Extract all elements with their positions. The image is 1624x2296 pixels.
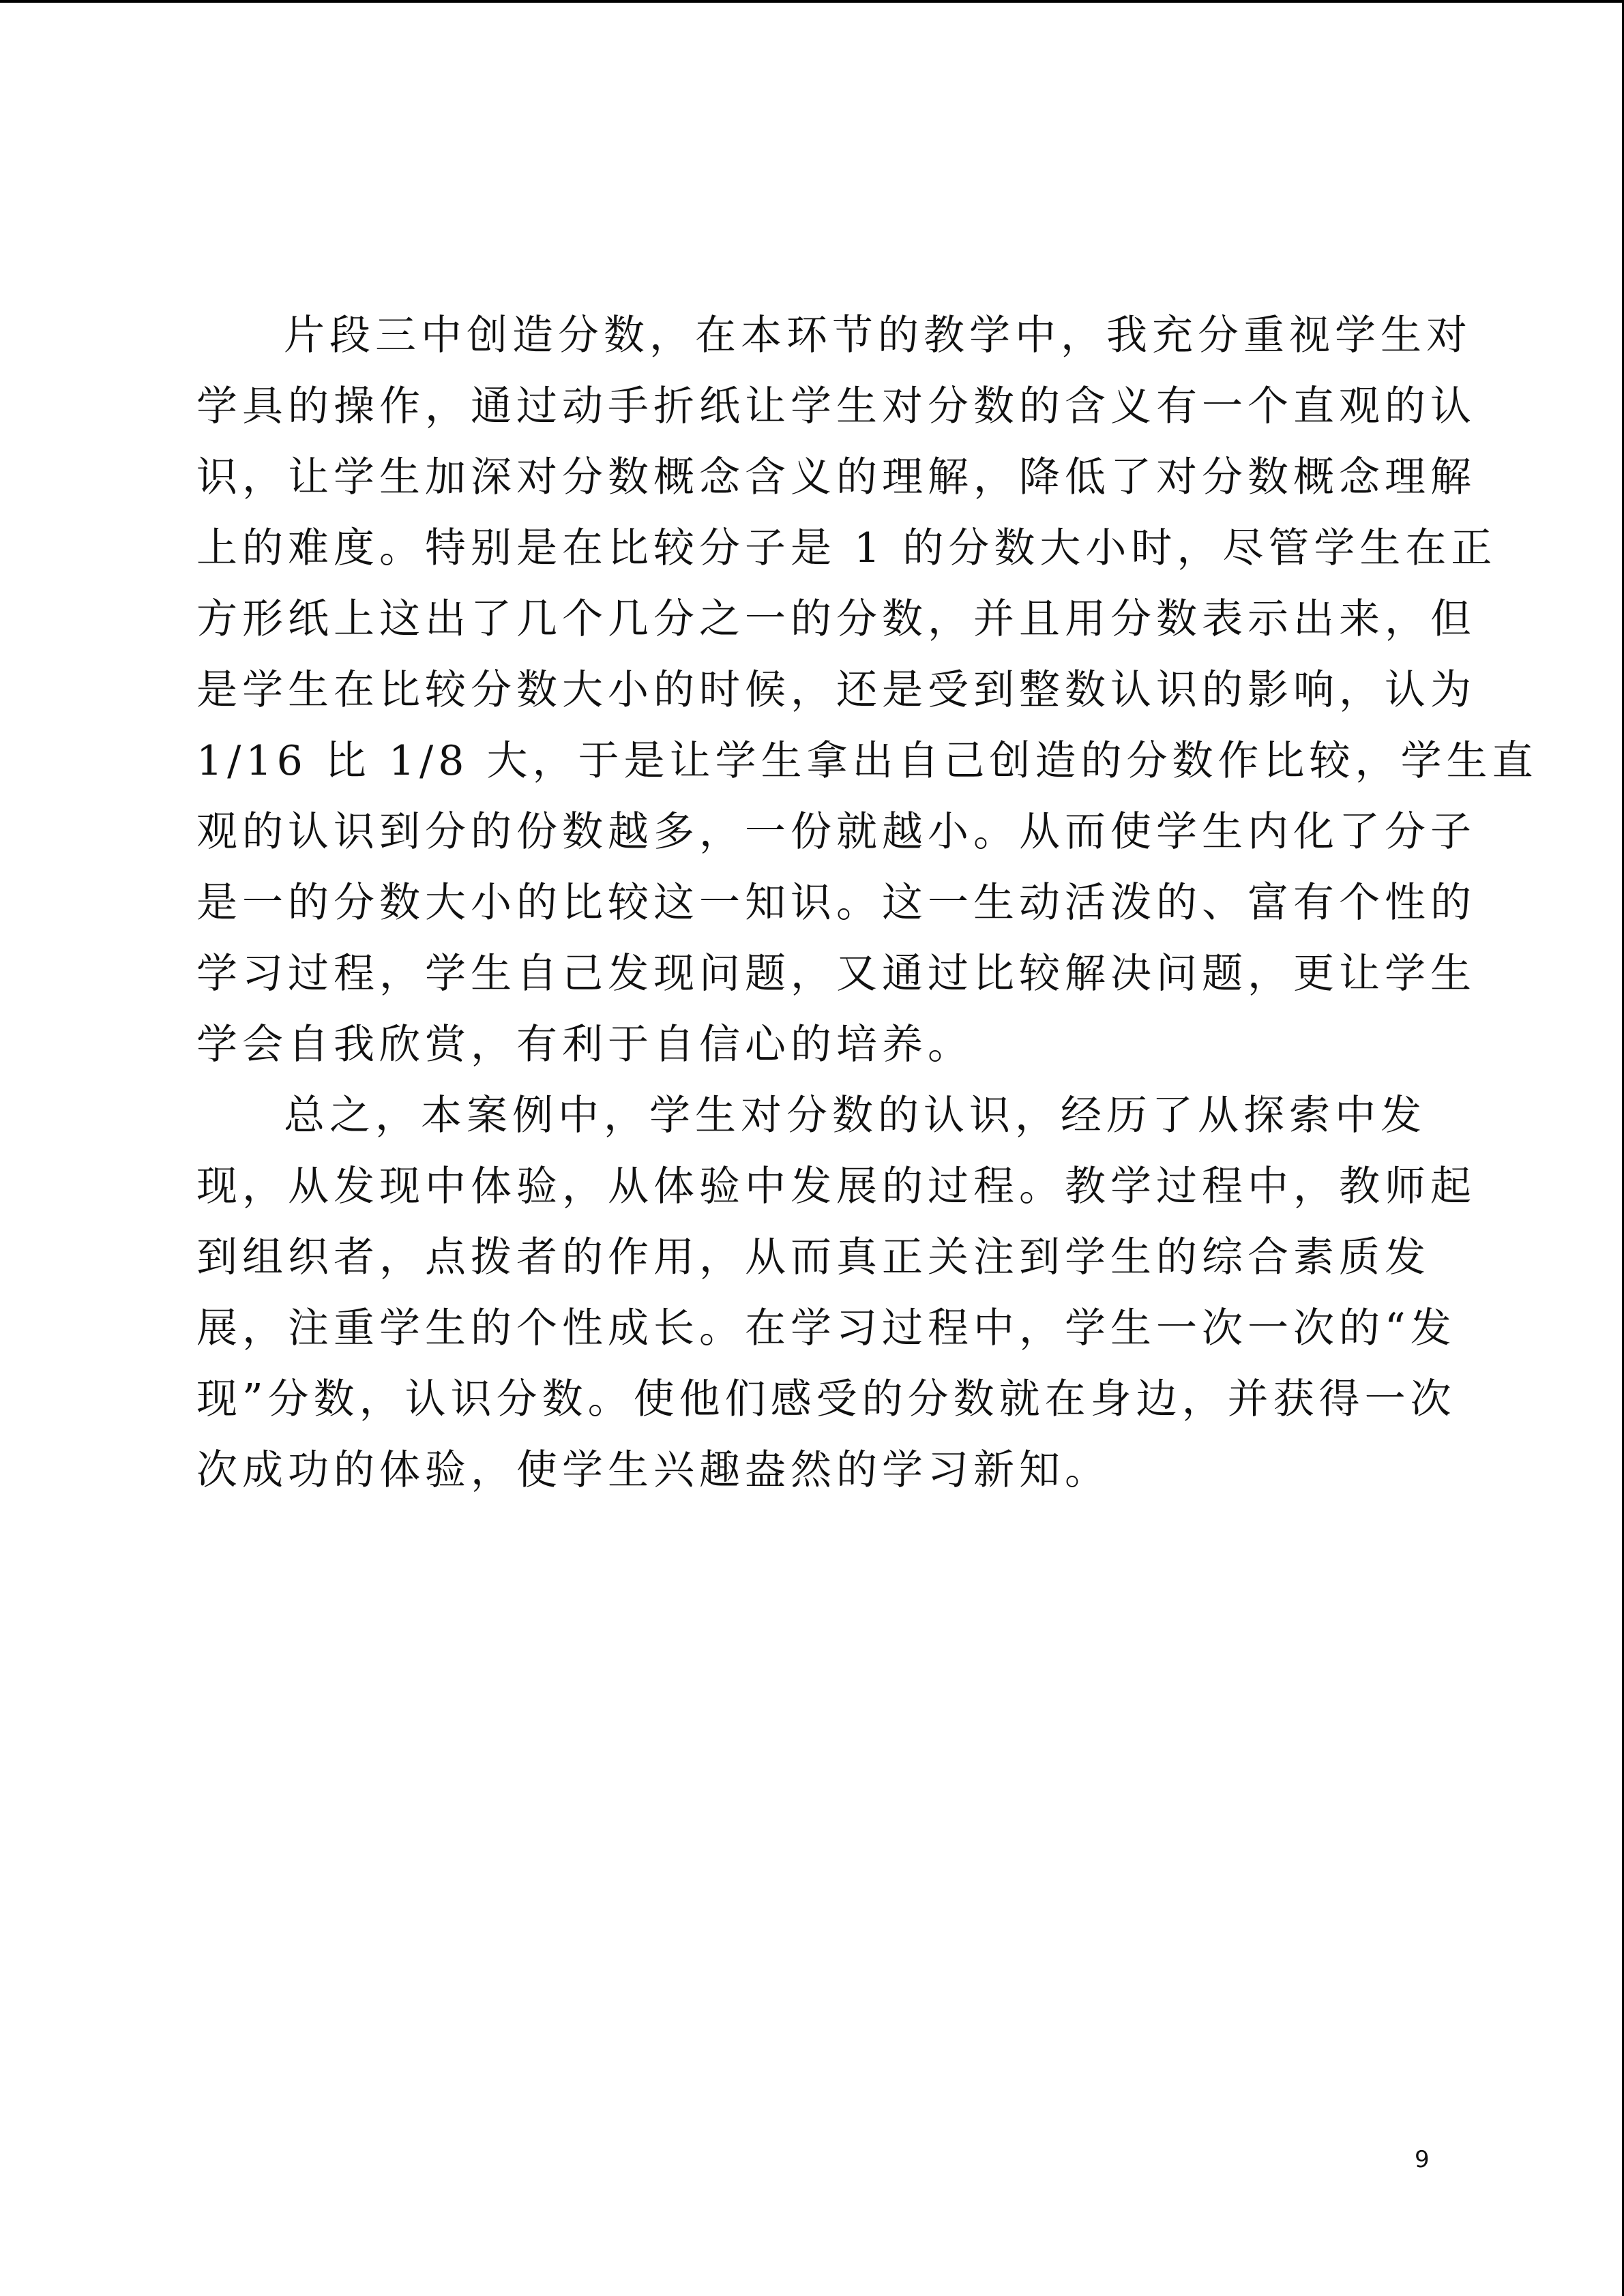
text-line: 1/16 比 1/8 大，于是让学生拿出自己创造的分数作比较，学生直 [196, 737, 1538, 785]
text-line: 观的认识到分的份数越多，一份就越小。从而使学生内化了分子 [196, 808, 1476, 856]
text-line: 识，让学生加深对分数概念含义的理解，降低了对分数概念理解 [196, 453, 1476, 501]
text-line: 学习过程，学生自己发现问题，又通过比较解决问题，更让学生 [196, 950, 1476, 998]
text-line: 上的难度。特别是在比较分子是 1 的分数大小时，尽管学生在正 [196, 524, 1497, 572]
text-line: 是学生在比较分数大小的时候，还是受到整数认识的影响，认为 [196, 666, 1476, 714]
text-line: 展，注重学生的个性成长。在学习过程中，学生一次一次的“发 [196, 1304, 1456, 1352]
text-line: 方形纸上这出了几个几分之一的分数，并且用分数表示出来，但 [196, 595, 1476, 643]
text-line: 次成功的体验，使学生兴趣盎然的学习新知。 [196, 1446, 1110, 1494]
text-line: 到组织者，点拨者的作用，从而真正关注到学生的综合素质发 [196, 1234, 1430, 1281]
text-line: 现”分数，认识分数。使他们感受的分数就在身边，并获得一次 [196, 1375, 1456, 1423]
paragraph-1 [196, 300, 1538, 1080]
text-line: 学具的操作，通过动手折纸让学生对分数的含义有一个直观的认 [196, 383, 1476, 430]
text-line: 学会自我欣赏，有利于自信心的培养。 [196, 1021, 973, 1069]
page-number: 9 [1415, 2146, 1430, 2173]
page-border-top [0, 0, 1624, 3]
text-line: 现，从发现中体验，从体验中发展的过程。教学过程中，教师起 [196, 1163, 1476, 1210]
document-body [196, 300, 1538, 1506]
paragraph-2 [196, 1080, 1476, 1506]
text-line: 总之，本案例中，学生对分数的认识，经历了从探索中发 [284, 1092, 1426, 1139]
text-line: 是一的分数大小的比较这一知识。这一生动活泼的、富有个性的 [196, 879, 1476, 927]
text-line: 片段三中创造分数，在本环节的教学中，我充分重视学生对 [284, 312, 1472, 359]
